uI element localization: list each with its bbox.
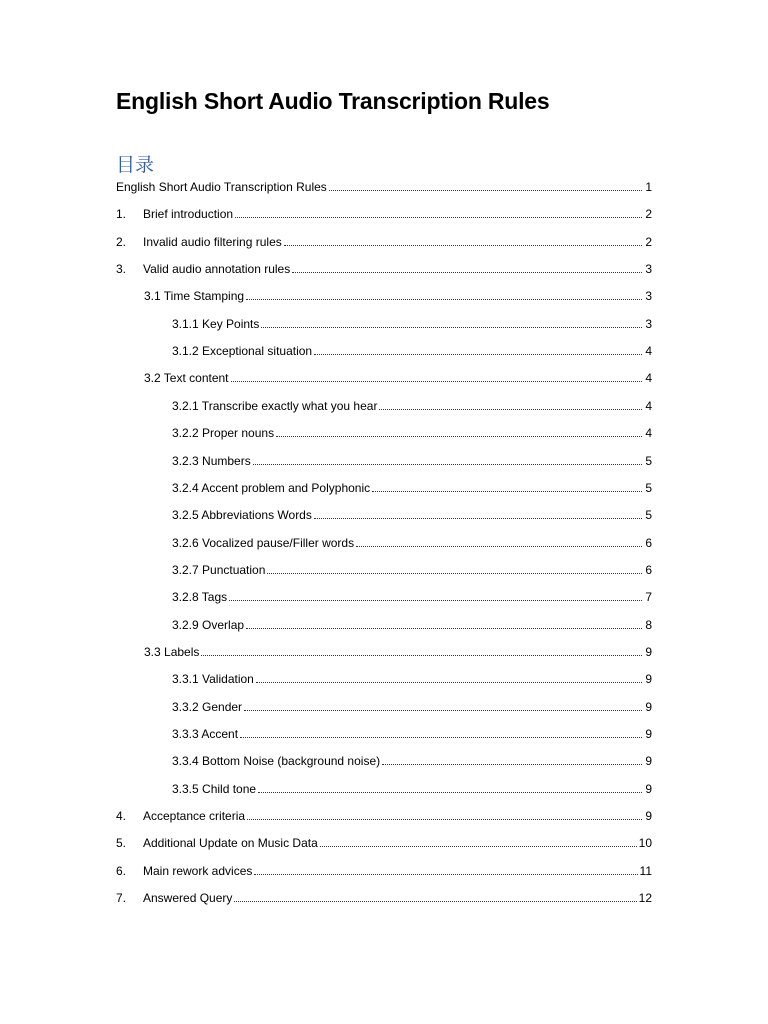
toc-dot-leader [229, 589, 642, 601]
toc-entry-page-number: 3 [645, 317, 652, 331]
toc-entry[interactable] [172, 398, 652, 414]
toc-entry-title: Answered Query [143, 891, 233, 905]
toc-entry[interactable] [116, 261, 652, 277]
toc-entry[interactable] [172, 562, 652, 578]
toc-entry-number: 4. [116, 809, 127, 823]
toc-entry[interactable] [172, 699, 652, 715]
toc-dot-leader [382, 753, 642, 765]
toc-entry-title: 3.2.1 Transcribe exactly what you hear [172, 399, 378, 413]
toc-entry[interactable] [172, 617, 652, 633]
toc-entry-page-number: 1 [645, 180, 652, 194]
toc-dot-leader [244, 699, 642, 711]
toc-entry-page-number: 9 [645, 809, 652, 823]
toc-entry-title: 3.1.1 Key Points [172, 317, 260, 331]
toc-dot-leader [356, 535, 642, 547]
toc-entry[interactable] [172, 507, 652, 523]
toc-dot-leader [201, 644, 642, 656]
toc-dot-leader [246, 617, 642, 629]
toc-entry-title: 3.3.4 Bottom Noise (background noise) [172, 754, 381, 768]
toc-entry-page-number: 6 [645, 536, 652, 550]
toc-entry-page-number: 9 [645, 700, 652, 714]
toc-dot-leader [267, 562, 642, 574]
toc-entry[interactable] [172, 480, 652, 496]
toc-entry-title: Brief introduction [143, 207, 234, 221]
toc-dot-leader [256, 671, 642, 683]
toc-entry-page-number: 4 [645, 399, 652, 413]
toc-entry-page-number: 10 [638, 836, 652, 850]
toc-entry-number: 1. [116, 207, 127, 221]
toc-entry[interactable] [172, 671, 652, 687]
toc-entry-page-number: 2 [645, 207, 652, 221]
toc-entry-page-number: 5 [645, 481, 652, 495]
toc-dot-leader [261, 316, 642, 328]
toc-entry-page-number: 9 [645, 672, 652, 686]
toc-entry[interactable] [116, 808, 652, 824]
toc-entry[interactable] [172, 425, 652, 441]
toc-entry[interactable] [116, 206, 652, 222]
toc-entry[interactable] [116, 863, 652, 879]
toc-entry-title: 3.2.4 Accent problem and Polyphonic [172, 481, 371, 495]
toc-heading: 目录 [116, 155, 155, 176]
toc-entry[interactable] [172, 589, 652, 605]
toc-entry-page-number: 4 [645, 371, 652, 385]
toc-entry[interactable] [172, 453, 652, 469]
toc-dot-leader [284, 234, 642, 246]
toc-entry-title: 3.3.2 Gender [172, 700, 243, 714]
toc-dot-leader [258, 781, 642, 793]
toc-dot-leader [246, 288, 642, 300]
toc-entry-title: 3.2.2 Proper nouns [172, 426, 275, 440]
toc-entry[interactable] [116, 890, 652, 906]
toc-entry[interactable] [144, 288, 652, 304]
toc-entry-title: 3.2.6 Vocalized pause/Filler words [172, 536, 355, 550]
toc-entry-page-number: 12 [638, 891, 652, 905]
toc-entry-title: Acceptance criteria [143, 809, 246, 823]
toc-entry-title: 3.3.5 Child tone [172, 782, 257, 796]
toc-entry-title: 3.2.8 Tags [172, 590, 228, 604]
toc-entry-number: 2. [116, 235, 127, 249]
toc-dot-leader [254, 863, 637, 875]
toc-dot-leader [240, 726, 642, 738]
toc-entry[interactable] [172, 316, 652, 332]
toc-entry-page-number: 11 [639, 864, 652, 878]
toc-dot-leader [235, 206, 642, 218]
toc-entry-page-number: 9 [645, 727, 652, 741]
toc-dot-leader [253, 453, 642, 465]
toc-entry-title: 3.3.3 Accent [172, 727, 239, 741]
toc-entry[interactable] [172, 753, 652, 769]
toc-entry-title: Invalid audio filtering rules [143, 235, 282, 249]
toc-dot-leader [231, 370, 642, 382]
toc-entry-title: 3.2.3 Numbers [172, 454, 251, 468]
toc-entry-title: Additional Update on Music Data [143, 836, 318, 850]
toc-entry[interactable] [172, 343, 652, 359]
toc-entry[interactable] [144, 644, 652, 660]
document-title: English Short Audio Transcription Rules [116, 88, 550, 114]
toc-dot-leader [276, 425, 642, 437]
toc-entry-page-number: 3 [645, 289, 652, 303]
toc-entry-page-number: 4 [645, 426, 652, 440]
toc-entry-page-number: 3 [645, 262, 652, 276]
toc-entry-title: 3.3.1 Validation [172, 672, 254, 686]
toc-entry-title: English Short Audio Transcription Rules [116, 180, 327, 194]
toc-entry-number: 6. [116, 864, 127, 878]
toc-dot-leader [372, 480, 642, 492]
toc-dot-leader [234, 890, 636, 902]
toc-dot-leader [320, 835, 637, 847]
toc-dot-leader [292, 261, 642, 273]
toc-entry-title: 3.2 Text content [144, 371, 229, 385]
toc-entry-page-number: 6 [645, 563, 652, 577]
toc-entry-number: 5. [116, 836, 127, 850]
toc-entry[interactable] [116, 835, 652, 851]
toc-entry-page-number: 5 [645, 508, 652, 522]
toc-entry-title: 3.2.9 Overlap [172, 618, 245, 632]
toc-entry-title: Main rework advices [143, 864, 253, 878]
toc-entry-page-number: 2 [645, 235, 652, 249]
toc-entry[interactable] [116, 234, 652, 250]
toc-entry[interactable] [172, 781, 652, 797]
toc-entry-title: 3.2.7 Punctuation [172, 563, 266, 577]
toc-entry[interactable] [144, 370, 652, 386]
toc-entry-title: 3.1 Time Stamping [144, 289, 245, 303]
toc-entry-title: Valid audio annotation rules [143, 262, 291, 276]
toc-entry-page-number: 9 [645, 754, 652, 768]
toc-entry-title: 3.3 Labels [144, 645, 200, 659]
toc-entry-page-number: 9 [645, 782, 652, 796]
toc-entry-number: 7. [116, 891, 127, 905]
toc-entry-page-number: 5 [645, 454, 652, 468]
toc-entry[interactable] [172, 726, 652, 742]
toc-entry-page-number: 4 [645, 344, 652, 358]
toc-dot-leader [379, 398, 642, 410]
toc-entry-page-number: 8 [645, 618, 652, 632]
toc-dot-leader [247, 808, 642, 820]
toc-entry[interactable] [116, 179, 652, 195]
toc-entry-page-number: 7 [645, 590, 652, 604]
toc-entry-title: 3.2.5 Abbreviations Words [172, 508, 312, 522]
toc-entry-number: 3. [116, 262, 127, 276]
toc-dot-leader [314, 343, 642, 355]
toc-dot-leader [314, 507, 642, 519]
toc-dot-leader [329, 179, 642, 191]
toc-entry[interactable] [172, 535, 652, 551]
toc-entry-page-number: 9 [645, 645, 652, 659]
toc-entry-title: 3.1.2 Exceptional situation [172, 344, 313, 358]
